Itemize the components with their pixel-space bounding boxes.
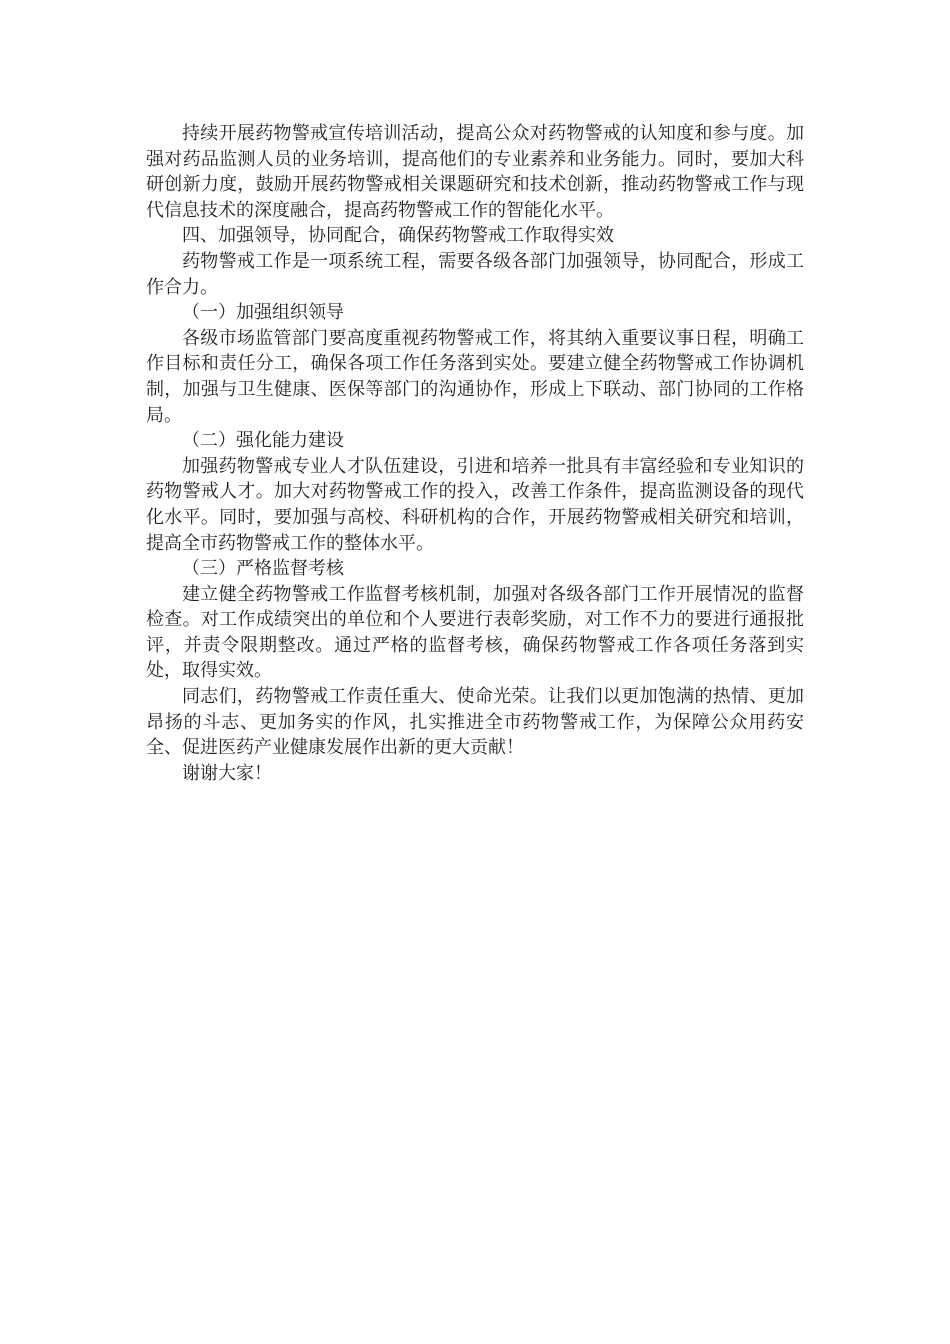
subheading-three: （三）严格监督考核 xyxy=(182,558,344,580)
paragraph-capacity: 加强药物警戒专业人才队伍建设，引进和培养一批具有丰富经验和专业知识的药物警戒人才。加大对药物警戒工作的投入，改善工作条件，提高监测设备的现代化水平。同时，要加强与高校、科研机构的合作，开展药物警戒相关研究和培训，提高全市药物警戒工作的整体水平。 xyxy=(146,455,804,554)
document-body xyxy=(146,121,804,786)
paragraph-organization: 各级市场监管部门要高度重视药物警戒工作，将其纳入重要议事日程，明确工作目标和责任分工，确保各项工作任务落到实处。要建立健全药物警戒工作协调机制，加强与卫生健康、医保等部门的沟通协作，形成上下联动、部门协同的工作格局。 xyxy=(146,327,804,426)
subheading-one: （一）加强组织领导 xyxy=(182,302,344,324)
paragraph-system-project: 药物警戒工作是一项系统工程，需要各级各部门加强领导，协同配合，形成工作合力。 xyxy=(146,250,804,298)
paragraph-thanks: 谢谢大家！ xyxy=(182,762,272,784)
paragraph-training: 持续开展药物警戒宣传培训活动，提高公众对药物警戒的认知度和参与度。加强对药品监测人员的业务培训，提高他们的专业素养和业务能力。同时，要加大科研创新力度，鼓励开展药物警戒相关课题研究和技术创新，推动药物警戒工作与现代信息技术的深度融合，提高药物警戒工作的智能化水平。 xyxy=(146,123,804,221)
section-heading-four: 四、加强领导，协同配合，确保药物警戒工作取得实效 xyxy=(182,225,614,247)
subheading-two: （二）强化能力建设 xyxy=(182,430,344,452)
paragraph-supervision: 建立健全药物警戒工作监督考核机制，加强对各级各部门工作开展情况的监督检查。对工作成绩突出的单位和个人要进行表彰奖励，对工作不力的要进行通报批评，并责令限期整改。通过严格的监督考核，确保药物警戒工作各项任务落到实处，取得实效。 xyxy=(146,583,804,682)
paragraph-closing: 同志们，药物警戒工作责任重大、使命光荣。让我们以更加饱满的热情、更加昂扬的斗志、更加务实的作风，扎实推进全市药物警戒工作，为保障公众用药安全、促进医药产业健康发展作出新的更大贡献！ xyxy=(146,686,804,759)
